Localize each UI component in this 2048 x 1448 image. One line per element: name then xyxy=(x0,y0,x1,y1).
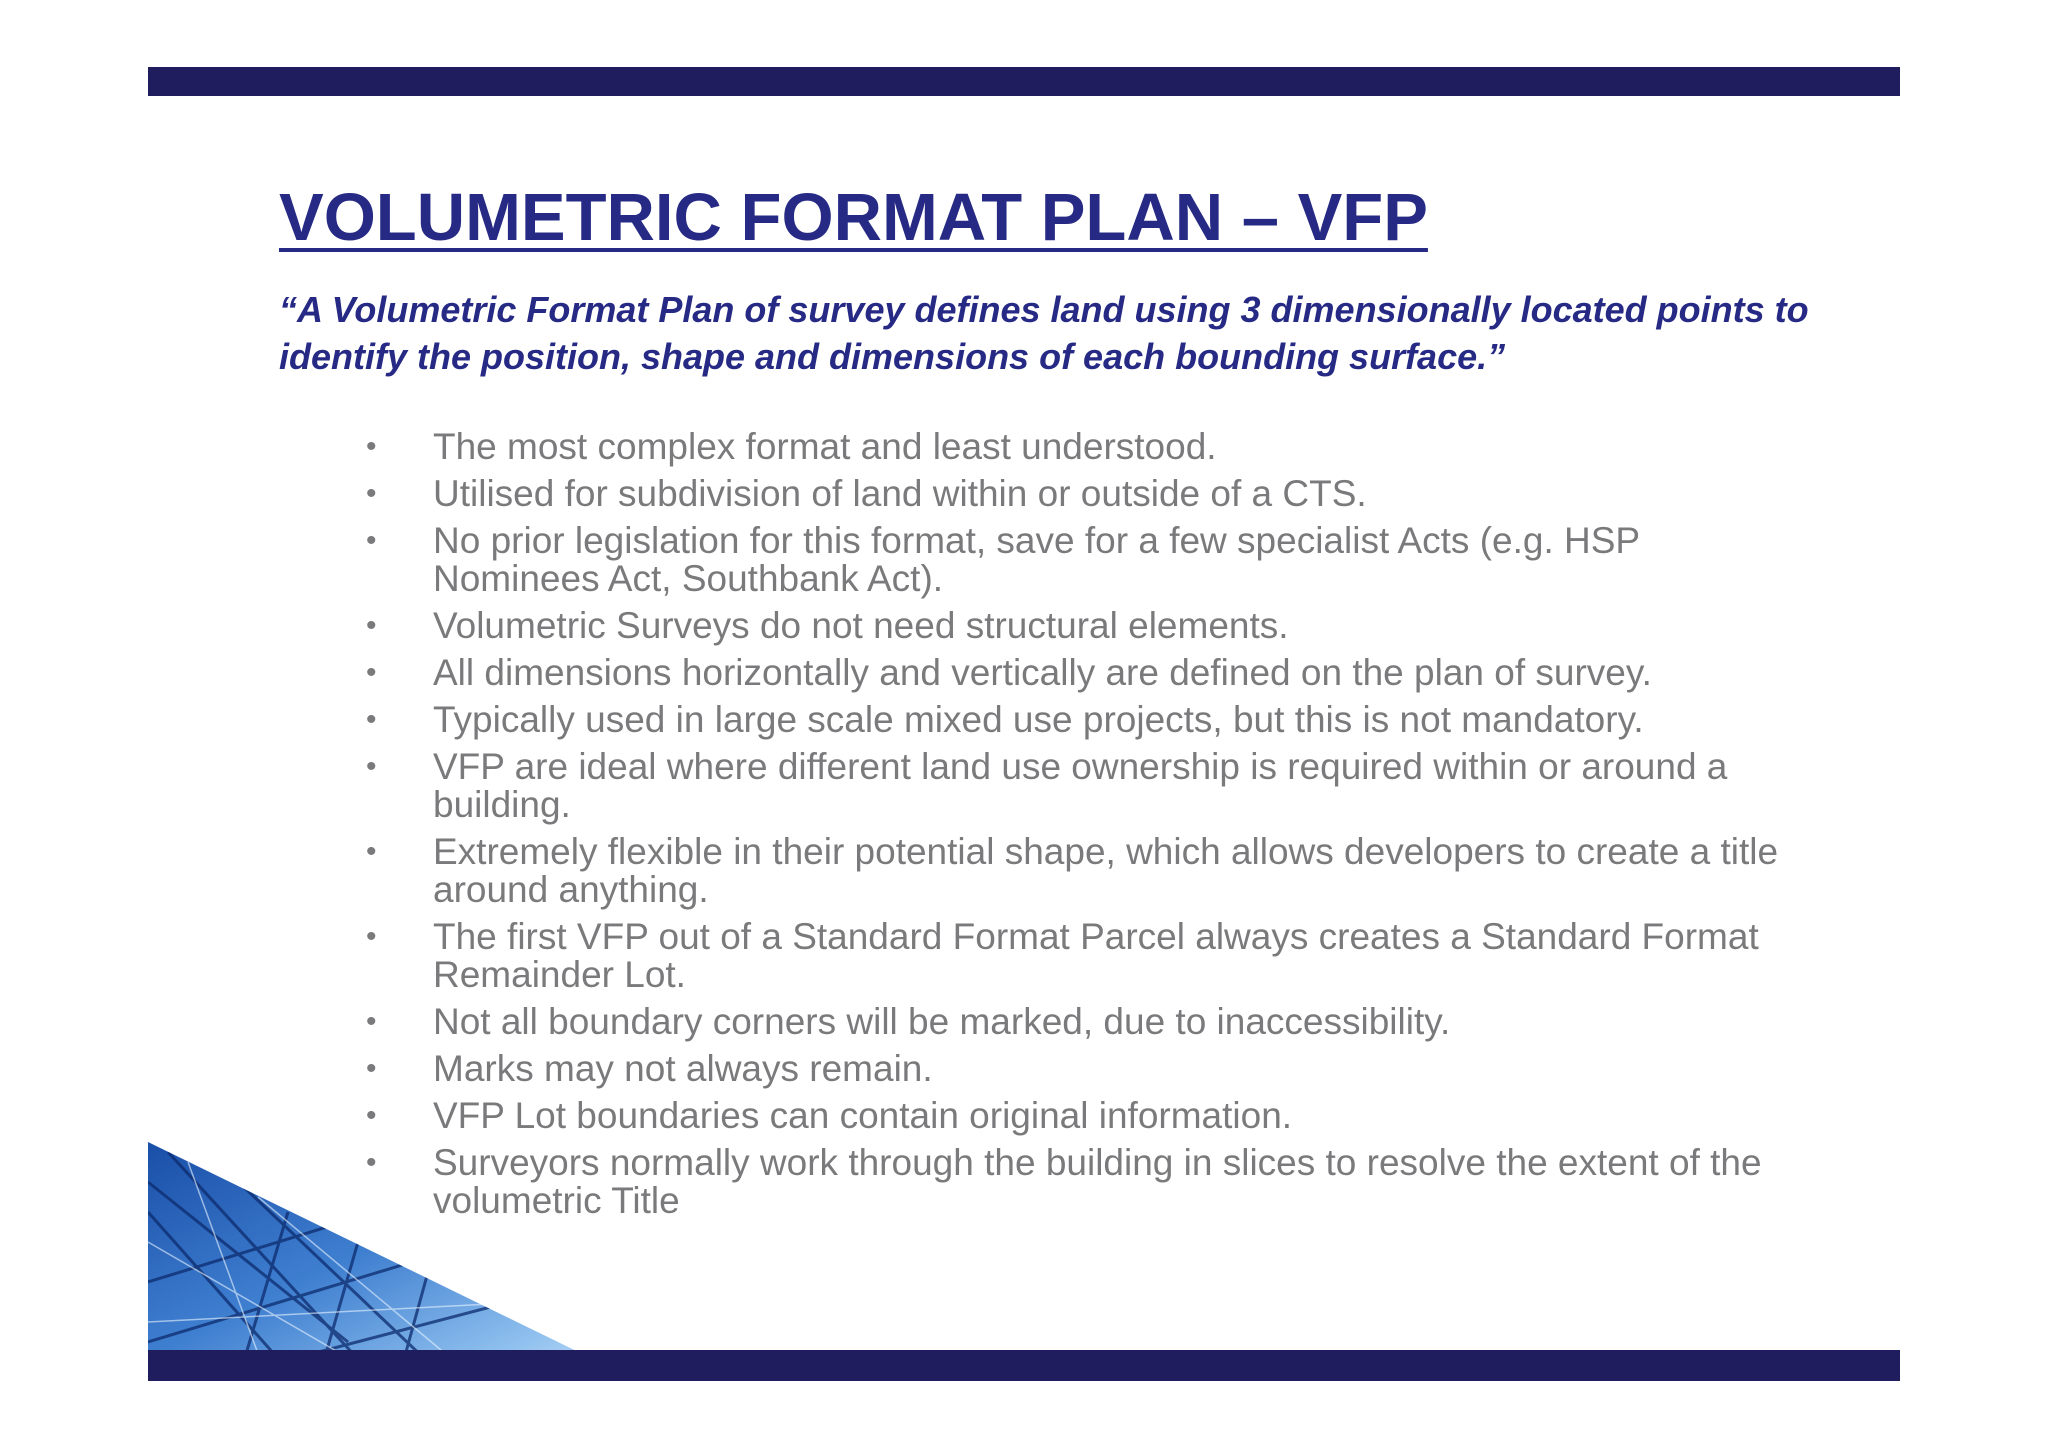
bullet-text: Typically used in large scale mixed use projects, but this is not mandatory. xyxy=(433,699,1644,740)
glass-building-graphic xyxy=(148,1142,638,1381)
bullet-text: Extremely flexible in their potential shape, which allows developers to create a title around anything. xyxy=(433,831,1779,910)
bullet-icon: • xyxy=(366,750,377,783)
bullet-text: Not all boundary corners will be marked, due to inaccessibility. xyxy=(433,1001,1451,1042)
bullet-icon: • xyxy=(366,1146,377,1179)
bullet-icon: • xyxy=(366,609,377,642)
bullet-text: No prior legislation for this format, save for a few specialist Acts (e.g. HSP Nominees Act, Southbank Act). xyxy=(433,520,1640,599)
bottom-footer-bar xyxy=(148,1350,1900,1381)
bullet-item xyxy=(366,522,1816,598)
bullet-list xyxy=(366,428,1816,1229)
bullet-text: Surveyors normally work through the building in slices to resolve the extent of the volumetric Title xyxy=(433,1142,1762,1221)
bullet-item xyxy=(366,654,1816,692)
bullet-icon: • xyxy=(366,1099,377,1132)
bullet-item xyxy=(366,701,1816,739)
bullet-text: VFP are ideal where different land use ownership is required within or around a building. xyxy=(433,746,1728,825)
bullet-icon: • xyxy=(366,1052,377,1085)
top-header-bar xyxy=(148,67,1900,96)
bullet-item xyxy=(366,428,1816,466)
bullet-item xyxy=(366,475,1816,513)
bullet-item xyxy=(366,607,1816,645)
bullet-text: The first VFP out of a Standard Format Parcel always creates a Standard Format Remainder Lot. xyxy=(433,916,1759,995)
definition-quote: “A Volumetric Format Plan of survey defines land using 3 dimensionally located points to identify the position, shape and dimensions of each bounding surface.” xyxy=(279,289,1809,377)
bullet-icon: • xyxy=(366,1005,377,1038)
bullet-item xyxy=(366,833,1816,909)
bullet-text: All dimensions horizontally and vertically are defined on the plan of survey. xyxy=(433,652,1652,693)
bullet-icon: • xyxy=(366,430,377,463)
bullet-item xyxy=(366,918,1816,994)
bullet-text: The most complex format and least understood. xyxy=(433,426,1217,467)
bullet-icon: • xyxy=(366,703,377,736)
bullet-item xyxy=(366,1003,1816,1041)
bullet-text: Utilised for subdivision of land within or outside of a CTS. xyxy=(433,473,1367,514)
bullet-text: Marks may not always remain. xyxy=(433,1048,933,1089)
slide-title: VOLUMETRIC FORMAT PLAN – VFP xyxy=(279,180,1428,255)
bullet-icon: • xyxy=(366,835,377,868)
bullet-icon: • xyxy=(366,656,377,689)
bullet-item xyxy=(366,748,1816,824)
bullet-icon: • xyxy=(366,920,377,953)
bullet-icon: • xyxy=(366,477,377,510)
bullet-item xyxy=(366,1050,1816,1088)
bullet-icon: • xyxy=(366,524,377,557)
bullet-item xyxy=(366,1097,1816,1135)
bullet-text: Volumetric Surveys do not need structural elements. xyxy=(433,605,1289,646)
bullet-text: VFP Lot boundaries can contain original information. xyxy=(433,1095,1293,1136)
